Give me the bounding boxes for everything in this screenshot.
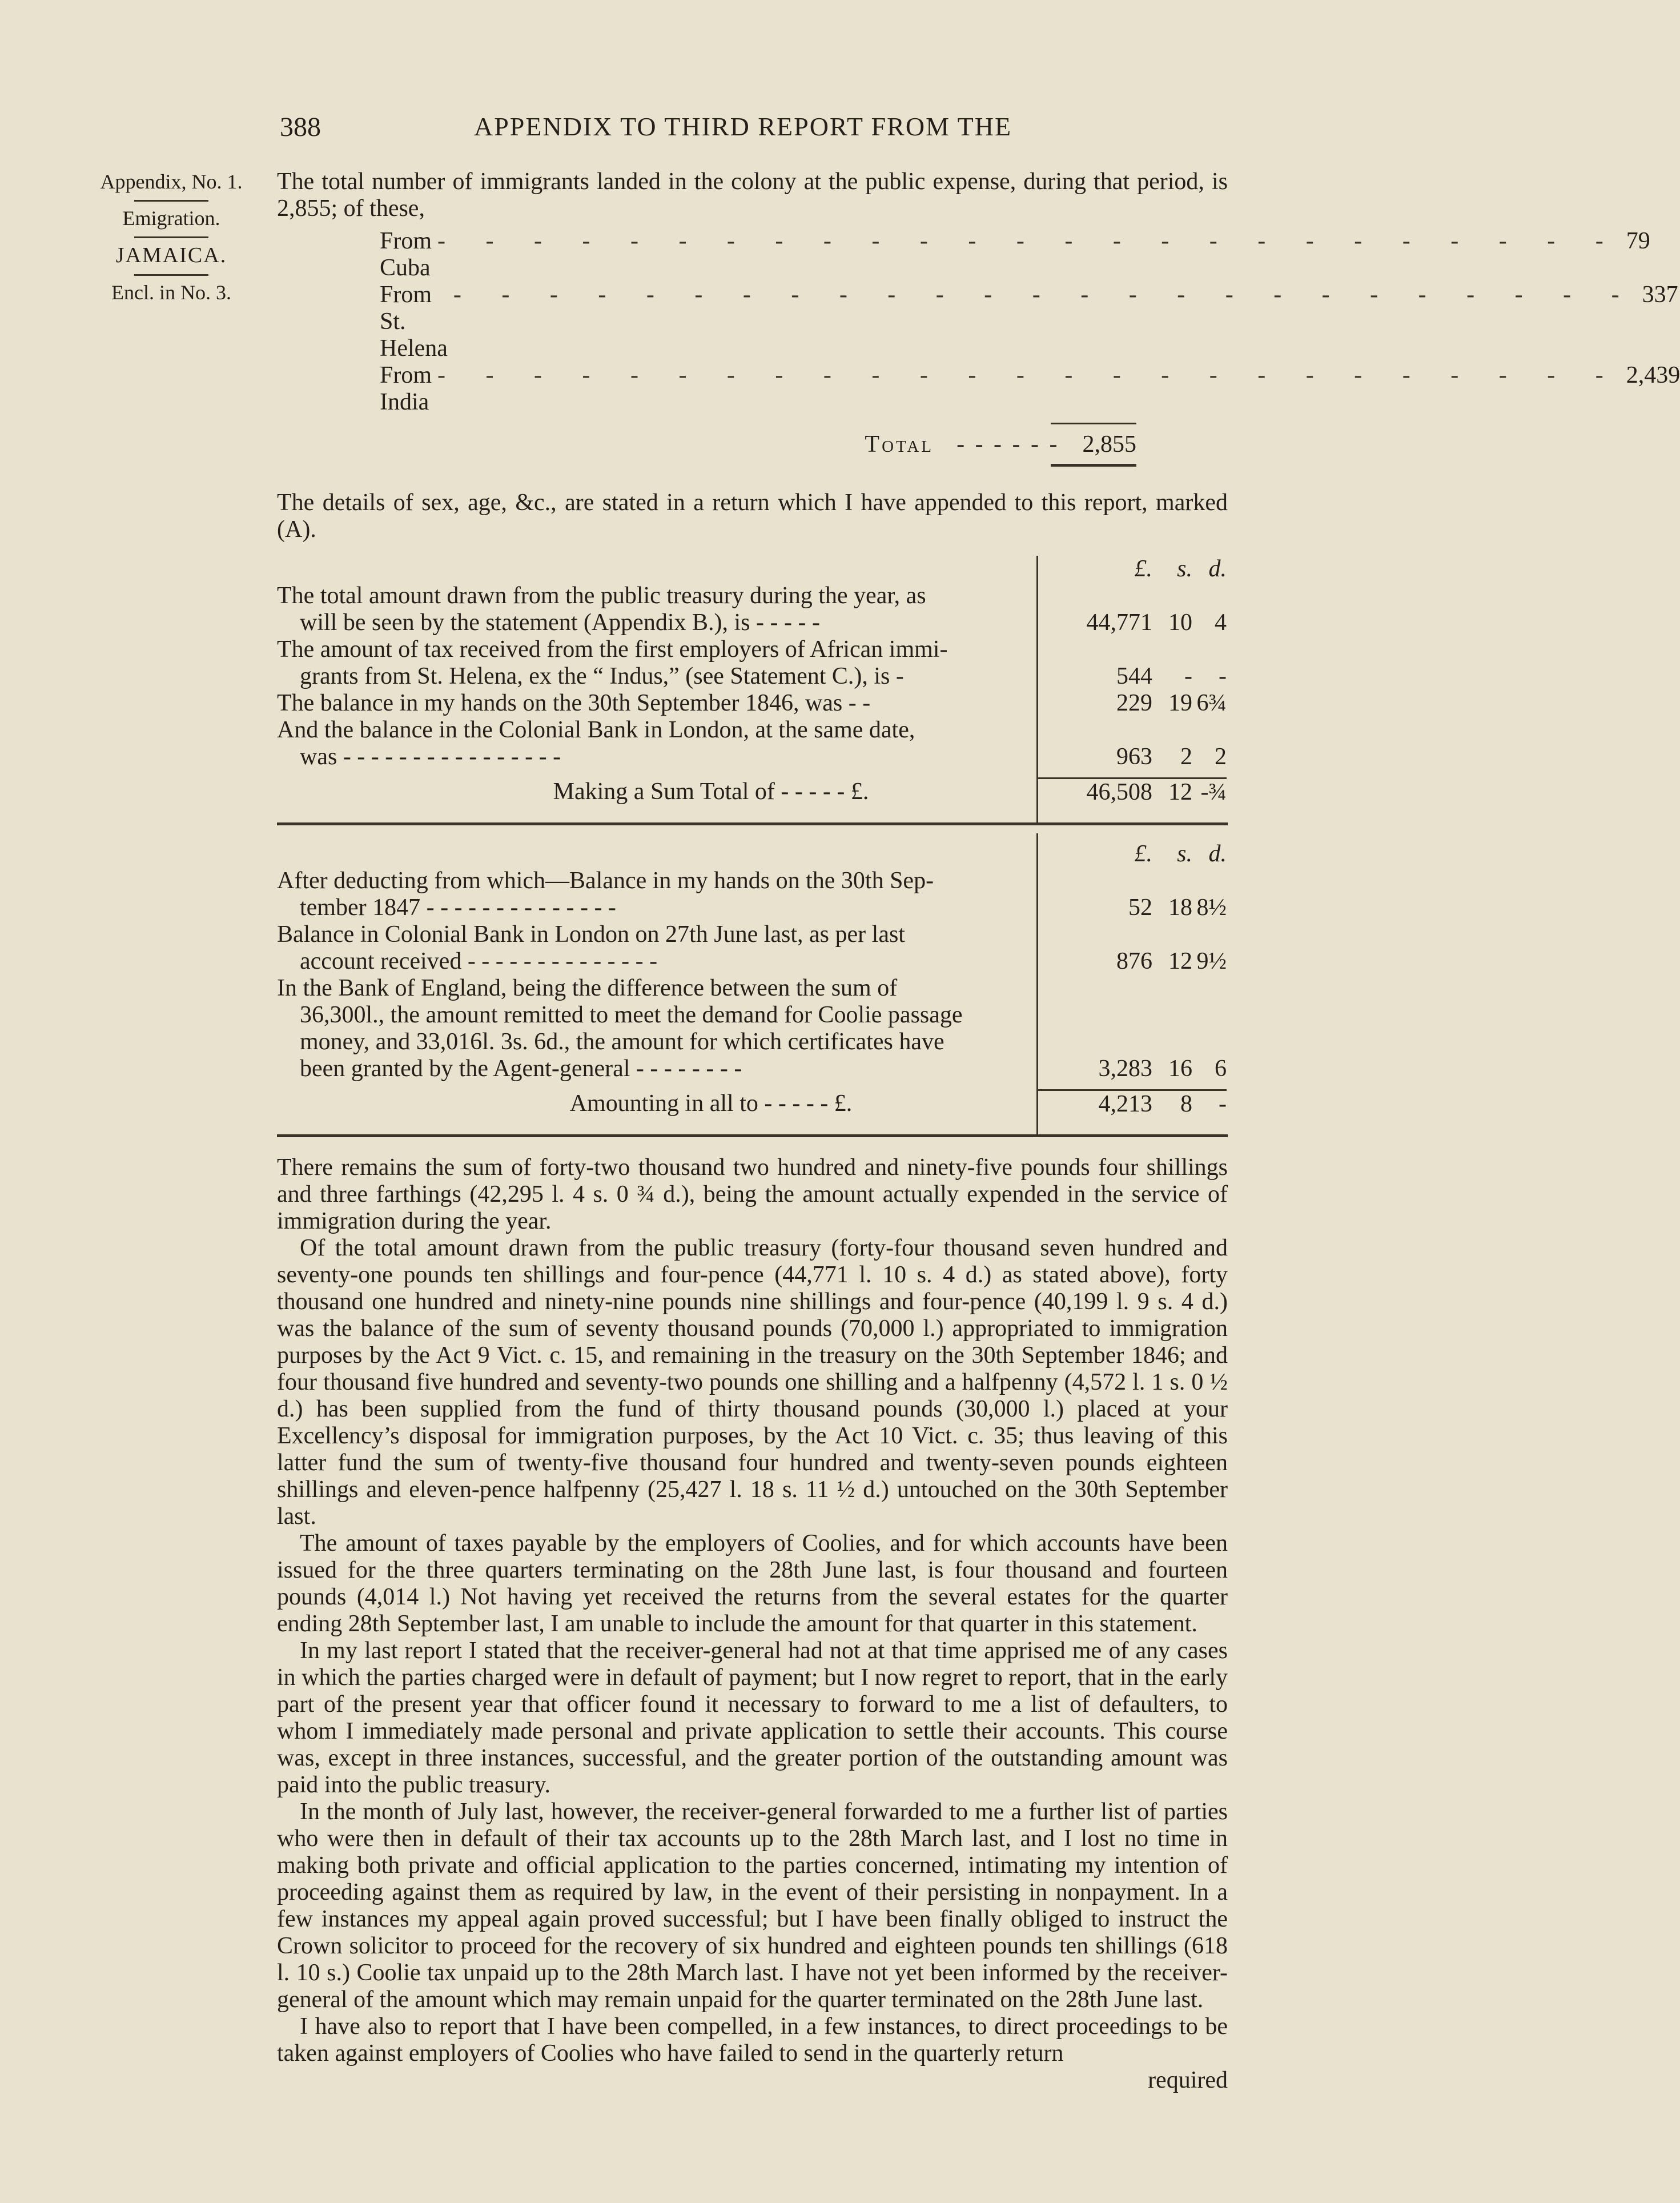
amount-shillings: 12: [1168, 948, 1192, 974]
amount-shillings: 16: [1168, 1056, 1192, 1082]
running-title: APPENDIX TO THIRD REPORT FROM THE: [474, 112, 1012, 141]
receipt-entry: [277, 636, 1031, 690]
sum-total-amount: [1038, 779, 1227, 806]
catchword: required: [1148, 2067, 1228, 2093]
amount-pounds: 44,771: [1086, 609, 1152, 636]
body-paragraph: In my last report I stated that the receiver-general had not at that time apprised me of any cases in which the parties charged were in default of payment; but I now regret to report, that in the early part of the present year that officer found it necessary to forward to me a list of defaulters, to whom I immediately made personal and private application to settle their accounts. This course was, except in three instances, successful, and the greater portion of the outstanding amount was paid into the public treasury.: [277, 1638, 1228, 1798]
immigrant-origin: From India: [380, 362, 432, 415]
amount-pounds: 4,213: [1098, 1091, 1152, 1117]
amount-shillings: 8: [1180, 1091, 1192, 1117]
amount-shillings: 18: [1168, 894, 1192, 921]
pounds-header: £.: [1134, 841, 1152, 867]
pence-header: d.: [1208, 556, 1227, 582]
entry-line: will be seen by the statement (Appendix B.), is - - - - -: [300, 609, 820, 636]
page-number: 388: [280, 112, 321, 142]
immigrants-table: [380, 228, 1680, 467]
immigrant-row: [380, 282, 1678, 362]
amount-row: [1038, 1056, 1227, 1082]
sum-total-label: Making a Sum Total of - - - - - £.: [553, 779, 869, 805]
intro-paragraph: The total number of immigrants landed in the colony at the public expense, during that period, is 2,855; of these,: [277, 168, 1228, 222]
shillings-header: s.: [1177, 556, 1192, 582]
amount-pence: 2: [1215, 744, 1227, 770]
sidenote-rule: [134, 274, 208, 276]
amount-pounds: 876: [1116, 948, 1152, 974]
immigrant-count: 2,439: [1626, 362, 1680, 388]
entry-line: tember 1847 - - - - - - - - - - - - - -: [300, 894, 616, 921]
total-value: 2,855: [1082, 431, 1136, 458]
shillings-header: s.: [1177, 841, 1192, 867]
sidenote-topic: Emigration.: [122, 206, 220, 230]
entry-line: After deducting from which—Balance in my hands on the 30th Sep-: [277, 868, 934, 894]
sidenote-enclosure: Encl. in No. 3.: [111, 280, 231, 304]
entry-line: 36,300l., the amount remitted to meet the demand for Coolie passage: [300, 1002, 963, 1028]
amount-pence: -: [1219, 663, 1227, 689]
currency-header: [1038, 841, 1227, 868]
amount-shillings: 19: [1168, 690, 1192, 716]
amount-pence: 6¾: [1196, 690, 1227, 716]
sidenote-rule: [134, 200, 208, 202]
immigrants-total-row: [380, 431, 1136, 458]
amount-row: [1038, 948, 1227, 975]
receipt-entry: [277, 583, 1031, 636]
sidenote-rule: [134, 236, 208, 238]
accounts-block-balances: [277, 833, 1228, 1137]
immigrant-count: 79: [1626, 228, 1650, 254]
balance-entry: [277, 975, 1031, 1082]
margin-sidenote: [74, 168, 268, 306]
amount-pence: 6: [1215, 1056, 1227, 1082]
amount-pence: -: [1219, 1091, 1227, 1117]
leader-dots: - - - - - - - - - - - - - - - - - - - - - - - - -: [437, 362, 1621, 388]
amount-row: [1038, 894, 1227, 921]
balances-amounts: [1038, 833, 1227, 1134]
amount-pence: 4: [1215, 609, 1227, 636]
body-paragraph: In the month of July last, however, the receiver-general forwarded to me a further list of parties who were then in default of their tax accounts up to the 28th March last, and I lost no time in making both private and official application to the parties concerned, intimating my intention of proceeding against them as required by law, in the event of their persisting in nonpayment. In a few instances my appeal again proved successful; but I have been finally obliged to instruct the Crown solicitor to proceed for the recovery of six hundred and eighteen pounds ten shillings (618 l. 10 s.) Coolie tax unpaid up to the 28th March last. I have not yet been informed by the receiver-general of the amount which may remain unpaid for the quarter terminated on the 28th June last.: [277, 1799, 1228, 2013]
entry-line: been granted by the Agent-general - - - - - - - -: [300, 1056, 742, 1082]
body-paragraph: There remains the sum of forty-two thousand two hundred and ninety-five pounds four shillings and three farthings (42,295 l. 4 s. 0 ¾ d.), being the amount actually expended in the service of immigration during the year.: [277, 1154, 1228, 1234]
immigrant-count: 337: [1642, 282, 1678, 308]
leader-dots: - - - - - -: [956, 431, 1060, 458]
entry-line: account received - - - - - - - - - - - - - -: [300, 948, 658, 974]
amount-pence: 9½: [1196, 948, 1227, 974]
amount-pounds: 52: [1128, 894, 1152, 921]
sidenote-colony: JAMAICA.: [115, 243, 227, 267]
amount-shillings: 10: [1168, 609, 1192, 636]
sum-rule: [1051, 423, 1136, 424]
balances-descriptions: [277, 833, 1038, 1134]
leader-dots: - - - - - - - - - - - - - - - - - - - - - - - - -: [437, 228, 1621, 254]
entry-line: The balance in my hands on the 30th September 1846, was - -: [277, 690, 871, 716]
amount-shillings: -: [1184, 663, 1192, 689]
entry-line: The total amount drawn from the public treasury during the year, as: [277, 583, 926, 609]
details-paragraph: The details of sex, age, &c., are stated in a return which I have appended to this report, marked (A).: [277, 489, 1228, 543]
receipts-amounts: [1038, 556, 1227, 822]
amount-pence: -¾: [1200, 779, 1227, 805]
immigrant-origin: From Cuba: [380, 228, 432, 281]
amounting-total-amount: [1038, 1091, 1227, 1118]
entry-line: The amount of tax received from the first employers of African immi-: [277, 636, 948, 663]
amount-row: [1038, 690, 1227, 717]
amount-pounds: 963: [1116, 744, 1152, 770]
page-header: [280, 111, 1222, 151]
amount-row: [1038, 663, 1227, 690]
sidenote-appendix: Appendix, No. 1.: [100, 170, 243, 193]
amount-row: [1038, 609, 1227, 636]
receipt-entry: [277, 717, 1031, 771]
amount-pounds: 229: [1116, 690, 1152, 716]
amount-pounds: 3,283: [1098, 1056, 1152, 1082]
immigrant-row: [380, 228, 1650, 282]
amount-pounds: 46,508: [1086, 779, 1152, 805]
amount-shillings: 2: [1180, 744, 1192, 770]
total-label: Total: [865, 431, 934, 458]
currency-header: [1038, 556, 1227, 583]
leader-dots: - - - - - - - - - - - - - - - - - - - - - - - - -: [453, 282, 1637, 308]
total-double-rule: [1051, 464, 1136, 467]
entry-line: grants from St. Helena, ex the “ Indus,” (see Statement C.), is -: [300, 663, 904, 689]
entry-line: In the Bank of England, being the difference between the sum of: [277, 975, 898, 1001]
entry-line: And the balance in the Colonial Bank in London, at the same date,: [277, 717, 915, 743]
entry-line: Balance in Colonial Bank in London on 27th June last, as per last: [277, 921, 905, 948]
accounts-block-receipts: [277, 556, 1228, 825]
receipt-entry: [277, 690, 1031, 717]
pounds-header: £.: [1134, 556, 1152, 582]
amounting-label: Amounting in all to - - - - - £.: [569, 1090, 853, 1117]
body-paragraph: Of the total amount drawn from the public treasury (forty-four thousand seven hundred and seventy-one pounds ten shillings and four-pence (44,771 l. 10 s. 4 d.) as stated above), forty thousand one hundred and ninety-nine pounds nine shillings and four-pence (40,199 l. 9 s. 4 d.) was the balance of the sum of seventy thousand pounds (70,000 l.) appropriated to immigration purposes by the Act 9 Vict. c. 15, and remaining in the treasury on the 30th September 1846; and four thousand five hundred and seventy-two pounds one shilling and a halfpenny (4,572 l. 1 s. 0 ½ d.) has been supplied from the fund of thirty thousand pounds (30,000 l.) placed at your Excellency’s disposal for immigration purposes, by the Act 10 Vict. c. 35; thus leaving of this latter fund the sum of twenty-five thousand four hundred and twenty-seven pounds eighteen shillings and eleven-pence halfpenny (25,427 l. 18 s. 11 ½ d.) untouched on the 30th September last.: [277, 1235, 1228, 1530]
receipts-descriptions: [277, 556, 1038, 822]
amount-shillings: 12: [1168, 779, 1192, 805]
immigrant-origin: From St. Helena: [380, 282, 448, 362]
main-text: [277, 168, 1680, 2094]
balance-entry: [277, 868, 1031, 921]
body-paragraph: The amount of taxes payable by the employers of Coolies, and for which accounts have been issued for the three quarters terminating on the 28th June last, is four thousand and fourteen pounds (4,014 l.) Not having yet received the returns from the several estates for the quarter ending 28th September last, I am unable to include the amount for that quarter in this statement.: [277, 1530, 1228, 1637]
amount-pence: 8½: [1196, 894, 1227, 921]
immigrant-row: [380, 362, 1680, 416]
amount-row: [1038, 744, 1227, 771]
balance-entry: [277, 921, 1031, 975]
body-paragraph: I have also to report that I have been compelled, in a few instances, to direct proceedings to be taken against employers of Coolies who have failed to send in the quarterly return: [277, 2013, 1228, 2066]
amount-pounds: 544: [1116, 663, 1152, 689]
entry-line: was - - - - - - - - - - - - - - - -: [300, 744, 561, 770]
pence-header: d.: [1208, 841, 1227, 867]
entry-line: money, and 33,016l. 3s. 6d., the amount for which certificates have: [300, 1029, 945, 1055]
